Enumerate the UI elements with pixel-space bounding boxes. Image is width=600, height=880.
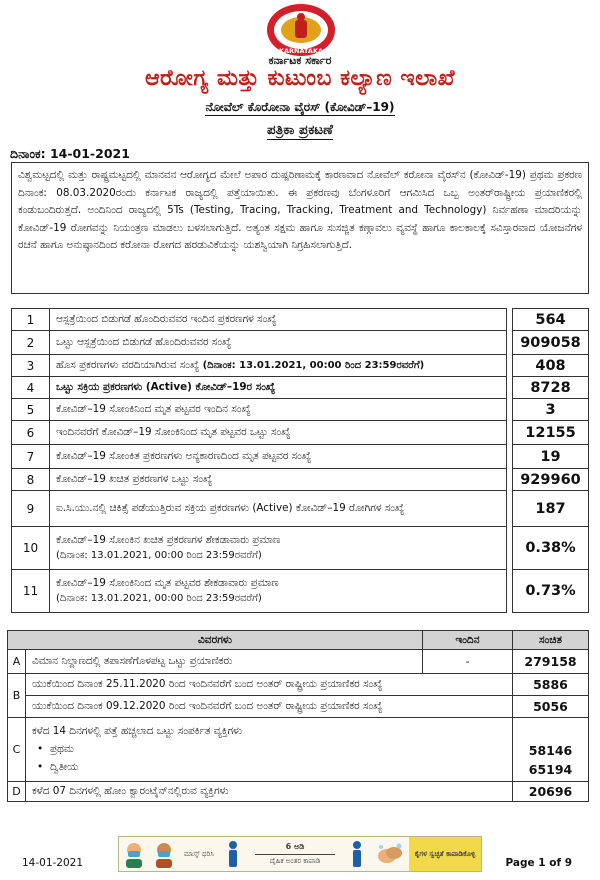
- row-value: 8728: [513, 377, 589, 399]
- row-value: 58146: [528, 743, 573, 758]
- row-value: 279158: [513, 650, 589, 674]
- row-label: ಇಂದಿನವರೆಗೆ ಕೋವಿಡ್–19 ಸೋಂಕಿನಿಂದ ಮೃತ ಪಟ್ಟವರ ಒಟ್ಟು ಸಂಖ್ಯೆ: [50, 421, 507, 445]
- table-row: [12, 570, 589, 613]
- row-value: 65194: [528, 762, 573, 777]
- row-value: 0.38%: [513, 527, 589, 570]
- row-value: 3: [513, 399, 589, 421]
- physical-distance-block: [247, 837, 343, 871]
- table-row: [12, 355, 589, 377]
- row-value: 187: [513, 491, 589, 527]
- row-value: 0.73%: [513, 570, 589, 613]
- press-title: [0, 122, 600, 138]
- table-row: [12, 491, 589, 527]
- row-letter: D: [8, 782, 26, 802]
- row-number: 4: [12, 377, 50, 399]
- row-label: [50, 355, 507, 377]
- row-number: 11: [12, 570, 50, 613]
- row-value: 564: [513, 309, 589, 331]
- person-icon: [343, 837, 371, 871]
- table-row: [12, 399, 589, 421]
- table-row: [12, 469, 589, 491]
- table-row: [8, 674, 589, 696]
- row-label: ಕಳೆದ 07 ದಿನಗಳಲ್ಲಿ ಹೋಂ ಕ್ವಾರಂಟೈನ್‌ನಲ್ಲಿರುವ ವ್ಯಕ್ತಿಗಳು: [26, 782, 513, 802]
- emblem-text: KARNATAKA: [278, 47, 324, 55]
- row-note: (ದಿನಾಂಕ: 13.01.2021, 00:00 ರಿಂದ 23:59ರವರೆಗೆ): [202, 360, 425, 371]
- distance-note: ದೈಹಿಕ ಅಂತರ ಕಾಪಾಡಿ: [269, 857, 321, 865]
- footer-date: 14-01-2021: [22, 857, 84, 869]
- row-label: ಐ.ಸಿ.ಯು.ನಲ್ಲಿ ಚಿಕಿತ್ಸೆ ಪಡೆಯುತ್ತಿರುವ ಸಕ್ರಿಯ ಪ್ರಕರಣಗಳು (Active) ಕೋವಿಡ್–19 ರೋಗಿಗಳ ಸಂಖ್ಯೆ: [50, 491, 507, 527]
- row-value: 929960: [513, 469, 589, 491]
- distance-text: 6 ಅಡಿ: [285, 842, 305, 851]
- row-today: -: [423, 650, 513, 674]
- table-row: [12, 445, 589, 469]
- row-letter: B: [8, 674, 26, 718]
- row-value: 408: [513, 355, 589, 377]
- table-row: [12, 421, 589, 445]
- row-label: ಕೋವಿಡ್–19 ಸೋಂಕಿನಿಂದ ಮೃತ ಪಟ್ಟವರ ಇಂದಿನ ಸಂಖ್ಯೆ: [50, 399, 507, 421]
- row-value: 20696: [513, 782, 589, 802]
- row-label: ಒಟ್ಟು ಸಕ್ರಿಯ ಪ್ರಕರಣಗಳು (Active) ಕೋವಿಡ್–19ರ ಸಂಖ್ಯೆ: [50, 377, 507, 399]
- row-label: [50, 570, 507, 613]
- header-today: ಇಂದಿನ: [423, 631, 513, 650]
- row-value: 909058: [513, 331, 589, 355]
- travel-body: [8, 631, 589, 802]
- table-row: [8, 696, 589, 718]
- department-title: ಆರೋಗ್ಯ ಮತ್ತು ಕುಟುಂಬ ಕಲ್ಯಾಣ ಇಲಾಖೆ: [144, 66, 456, 91]
- row-number: 5: [12, 399, 50, 421]
- row-contacts: [26, 718, 513, 782]
- row-label: ಆಸ್ಪತ್ರೆಯಿಂದ ಬಿಡುಗಡೆ ಹೊಂದಿರುವವರ ಇಂದಿನ ಪ್ರಕರಣಗಳ ಸಂಖ್ಯೆ: [50, 309, 507, 331]
- subject-line: [0, 100, 600, 115]
- row-letter: A: [8, 650, 26, 674]
- row-number: 10: [12, 527, 50, 570]
- covid-stats-table: [11, 308, 589, 613]
- row-label: ವಿಮಾನ ನಿಲ್ದಾಣದಲ್ಲಿ ತಪಾಸಣೆಗೊಳಪಟ್ಟ ಒಟ್ಟು ಪ್ರಯಾಣಿಕರು: [26, 650, 423, 674]
- page-number: Page 1 of 9: [505, 857, 572, 869]
- intro-paragraph: ವಿಶ್ವಮಟ್ಟದಲ್ಲಿ ಮತ್ತು ರಾಷ್ಟ್ರಮಟ್ಟದಲ್ಲಿ ಮಾನವನ ಆರೋಗ್ಯದ ಮೇಲೆ ಅಪಾರ ದುಷ್ಪರಿಣಾಮಕ್ಕೆ ಕಾರಣವಾದ ನೋವೆಲ್ ಕರೋನಾ ವೈರಸ್‌ನ (ಕೋವಿಡ್-19) ಪ್ರಥಮ ಪ್ರಕರಣ ದಿನಾಂಕ: 08.03.2020ರಂದು ಕರ್ನಾಟಕ ರಾಜ್ಯದಲ್ಲಿ ಪತ್ತೆಯಾಯಿತು. ಈ ಪ್ರಕರಣವು ಬೆಂಗಳೂರಿಗೆ ಆಗಮಿಸಿದ ಒಬ್ಬ ಅಂತರ್‌ರಾಷ್ಟ್ರೀಯ ಪ್ರಯಾಣಿಕರಲ್ಲಿ ಕಂಡುಬಂದಿರುತ್ತದೆ. ಅಂದಿನಿಂದ ರಾಜ್ಯದಲ್ಲಿ 5Ts (Testing, Tracing, Tracking, Treatment and Technology) ನಿರ್ವಹಣಾ ಮಾದರಿಯನ್ನು ಕೋವಿಡ್-19 ರೋಗವನ್ನು ನಿಯಂತ್ರಣ ಮಾಡಲು ಬಳಸಲಾಗುತ್ತಿದೆ. ಅತ್ಯಂತ ಸಕ್ಷಮ ಹಾಗೂ ಸುಸಜ್ಜಿತ ಕಣ್ಗಾವಲು ವ್ಯವಸ್ಥೆ ಹಾಗೂ ಕಾಲಕಾಲಕ್ಕೆ ಸವಿಸ್ತಾರವಾದ ಯೋಜನೆಗಳ ರಚನೆ ಹಾಗೂ ಅನುಷ್ಠಾನದಿಂದ ಕರೋನಾ ರೋಗದ ಹರಡುವಿಕೆಯನ್ನು ಯಶಸ್ವಿಯಾಗಿ ನಿಗ್ರಹಿಸಲಾಗುತ್ತಿದೆ.: [11, 162, 589, 294]
- distance-arrow: [255, 854, 335, 855]
- list-item: • ದ್ವಿತೀಯ: [32, 760, 506, 775]
- table-row: [12, 331, 589, 355]
- karnataka-emblem-icon: [255, 2, 347, 58]
- row-label: ಯುಕೆಯಿಂದ ದಿನಾಂಕ 25.11.2020 ರಿಂದ ಇಂದಿನವರೆಗೆ ಬಂದ ಅಂತರ್ ರಾಷ್ಟ್ರೀಯ ಪ್ರಯಾಣಿಕರ ಸಂಖ್ಯೆ: [26, 674, 513, 696]
- row-letter: C: [8, 718, 26, 782]
- row-number: 7: [12, 445, 50, 469]
- masked-face-icon: [149, 837, 179, 871]
- row-note: (ದಿನಾಂಕ: 13.01.2021, 00:00 ರಿಂದ 23:59ರವರೆಗೆ): [56, 550, 262, 561]
- list-item: • ಪ್ರಥಮ: [32, 742, 506, 757]
- row-value: 12155: [513, 421, 589, 445]
- press-title-text: ಪತ್ರಿಕಾ ಪ್ರಕಟಣೆ: [267, 122, 333, 138]
- row-value: 5056: [513, 696, 589, 718]
- row-value: 19: [513, 445, 589, 469]
- release-date: ದಿನಾಂಕ: 14-01-2021: [10, 146, 130, 161]
- row-label-text: ಕೋವಿಡ್–19 ಸೋಂಕಿನ ಖಚಿತ ಪ್ರಕರಣಗಳ ಶೇಕಡಾವಾರು ಪ್ರಮಾಣ: [56, 534, 281, 546]
- table-row: [12, 377, 589, 399]
- row-number: 9: [12, 491, 50, 527]
- table-row: [8, 718, 589, 782]
- row-label: ಕಳೆದ 14 ದಿನಗಳಲ್ಲಿ ಪತ್ತೆ ಹಚ್ಚಲಾದ ಒಟ್ಟು ಸಂಪರ್ಕಿತ ವ್ಯಕ್ತಿಗಳು: [32, 725, 243, 737]
- row-values: [513, 718, 589, 782]
- row-number: 6: [12, 421, 50, 445]
- table-row: [12, 527, 589, 570]
- person-icon: [219, 837, 247, 871]
- hand-wash-icon: [371, 837, 409, 871]
- header-cumulative: ಸಂಚಿತ: [513, 631, 589, 650]
- travel-contacts-table: [7, 630, 589, 802]
- government-name: ಕರ್ನಾಟಕ ಸರ್ಕಾರ: [268, 54, 332, 67]
- masked-face-icon: [119, 837, 149, 871]
- row-label: ಒಟ್ಟು ಆಸ್ಪತ್ರೆಯಿಂದ ಬಿಡುಗಡೆ ಹೊಂದಿರುವವರ ಸಂಖ್ಯೆ: [50, 331, 507, 355]
- row-note: (ದಿನಾಂಕ: 13.01.2021, 00:00 ರಿಂದ 23:59ರವರೆಗೆ): [56, 593, 262, 604]
- wear-mask-text: ಮಾಸ್ಕ್ ಧರಿಸಿ: [184, 849, 214, 858]
- table-row: [12, 309, 589, 331]
- table-header-row: [8, 631, 589, 650]
- table-row: [8, 782, 589, 802]
- row-label-text: ಹೊಸ ಪ್ರಕರಣಗಳು ವರದಿಯಾಗಿರುವ ಸಂಖ್ಯೆ: [56, 359, 200, 371]
- subject-text: ನೋವೆಲ್ ಕೊರೋನಾ ವೈರಸ್ (ಕೋವಿಡ್–19): [205, 100, 395, 114]
- row-number: 3: [12, 355, 50, 377]
- row-number: 2: [12, 331, 50, 355]
- header-details: ವಿವರಗಳು: [8, 631, 423, 650]
- hand-hygiene-text: ಕೈಗಳ ಸ್ವಚ್ಛತೆ ಕಾಪಾಡಿಕೊಳ್ಳಿ: [409, 837, 481, 871]
- covid-appropriate-behaviour-banner: [118, 836, 482, 872]
- row-label: ಕೋವಿಡ್–19 ಸೋಂಕಿತ ಪ್ರಕರಣಗಳು ಅನ್ಯಕಾರಣದಿಂದ ಮೃತ ಪಟ್ಟವರ ಸಂಖ್ಯೆ: [50, 445, 507, 469]
- row-label: ಕೋವಿಡ್–19 ಖಚಿತ ಪ್ರಕರಣಗಳ ಒಟ್ಟು ಸಂಖ್ಯೆ: [50, 469, 507, 491]
- row-value: 5886: [513, 674, 589, 696]
- stats-body: [12, 309, 589, 613]
- row-label: ಯುಕೆಯಿಂದ ದಿನಾಂಕ 09.12.2020 ರಿಂದ ಇಂದಿನವರೆಗೆ ಬಂದ ಅಂತರ್ ರಾಷ್ಟ್ರೀಯ ಪ್ರಯಾಣಿಕರ ಸಂಖ್ಯೆ: [26, 696, 513, 718]
- row-number: 8: [12, 469, 50, 491]
- table-row: [8, 650, 589, 674]
- row-label-text: ಕೋವಿಡ್–19 ಸೋಂಕಿನಿಂದ ಮೃತ ಪಟ್ಟವರ ಶೇಕಡಾವಾರು ಪ್ರಮಾಣ: [56, 577, 279, 589]
- row-number: 1: [12, 309, 50, 331]
- row-label: [50, 527, 507, 570]
